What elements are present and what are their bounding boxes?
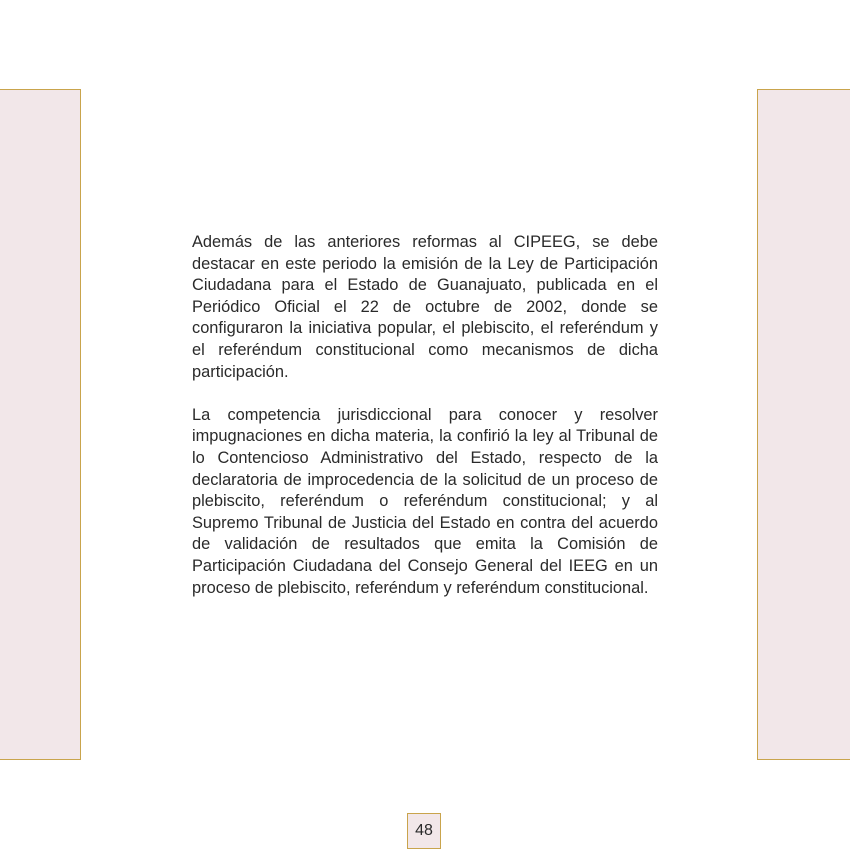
right-decorative-panel <box>757 89 850 760</box>
left-decorative-panel <box>0 89 81 760</box>
page-number: 48 <box>407 813 441 849</box>
body-text <box>192 232 658 599</box>
paragraph-1: Además de las anteriores reformas al CIPEEG, se debe destacar en este periodo la emisión de la Ley de Participación Ciudadana para el Estado de Guanajuato, publicada en el Periódico Oficial el 22 de octubre de 2002, donde se configuraron la iniciativa popular, el plebiscito, el referéndum y el referéndum constitucional como mecanismos de dicha participación. <box>192 233 658 381</box>
paragraph-2: La competencia jurisdiccional para conocer y resolver impugnaciones en dicha materia, la confirió la ley al Tribunal de lo Contencioso Administrativo del Estado, respecto de la declaratoria de improcedencia de la solicitud de un proceso de plebiscito, referéndum o referéndum constitucional; y al Supremo Tribunal de Justicia del Estado en contra del acuerdo de validación de resultados que emita la Comisión de Participación Ciudadana del Consejo General del IEEG en un proceso de plebiscito, referéndum y referéndum constitucional. <box>192 405 658 597</box>
